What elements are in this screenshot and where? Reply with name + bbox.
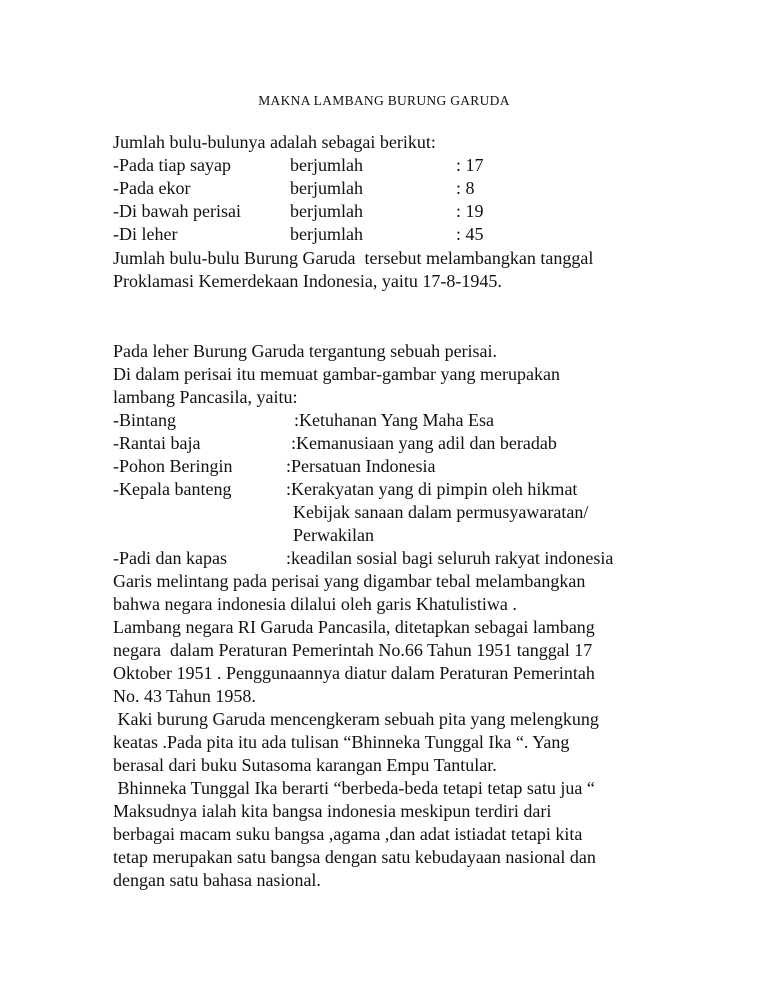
feather-count: : 45	[456, 224, 484, 244]
symbol-name: -Pohon Beringin	[113, 456, 233, 476]
feather-word: berjumlah	[290, 201, 363, 221]
symbol-meaning-continued: Perwakilan	[293, 525, 374, 545]
shield-intro-line: Pada leher Burung Garuda tergantung sebuah perisai.	[113, 341, 498, 361]
feather-word: berjumlah	[290, 224, 363, 244]
body-line: Garis melintang pada perisai yang digambar tebal melambangkan	[113, 571, 586, 591]
feather-meaning-line: Jumlah bulu-bulu Burung Garuda tersebut melambangkan tanggal	[113, 248, 594, 268]
body-line: Oktober 1951 . Penggunaannya diatur dalam Peraturan Pemerintah	[113, 663, 595, 683]
body-line: bahwa negara indonesia dilalui oleh garis Khatulistiwa .	[113, 594, 517, 614]
feather-part: -Pada tiap sayap	[113, 155, 231, 175]
body-line: berbagai macam suku bangsa ,agama ,dan adat istiadat tetapi kita	[113, 824, 583, 844]
intro-line: Jumlah bulu-bulunya adalah sebagai berikut:	[113, 132, 436, 152]
page-title: MAKNA LAMBANG BURUNG GARUDA	[258, 93, 510, 108]
body-line: dengan satu bahasa nasional.	[113, 870, 321, 890]
symbol-meaning: :Kerakyatan yang di pimpin oleh hikmat	[286, 479, 578, 499]
feather-part: -Di bawah perisai	[113, 201, 241, 221]
body-line: berasal dari buku Sutasoma karangan Empu Tantular.	[113, 755, 497, 775]
symbol-meaning: :Persatuan Indonesia	[286, 456, 436, 476]
symbol-meaning: :keadilan sosial bagi seluruh rakyat indonesia	[286, 548, 614, 568]
feather-part: -Pada ekor	[113, 178, 191, 198]
body-line: Kaki burung Garuda mencengkeram sebuah pita yang melengkung	[113, 709, 599, 729]
body-line: Lambang negara RI Garuda Pancasila, ditetapkan sebagai lambang	[113, 617, 595, 637]
body-line: Bhinneka Tunggal Ika berarti “berbeda-beda tetapi tetap satu jua “	[113, 778, 595, 798]
body-line: keatas .Pada pita itu ada tulisan “Bhinneka Tunggal Ika “. Yang	[113, 732, 570, 752]
feather-count: : 8	[456, 178, 475, 198]
feather-count: : 17	[456, 155, 484, 175]
symbol-name: -Rantai baja	[113, 433, 201, 453]
feather-meaning-line: Proklamasi Kemerdekaan Indonesia, yaitu 17-8-1945.	[113, 271, 502, 291]
body-line: No. 43 Tahun 1958.	[113, 686, 256, 706]
symbol-name: -Kepala banteng	[113, 479, 232, 499]
body-line: Maksudnya ialah kita bangsa indonesia meskipun terdiri dari	[113, 801, 552, 821]
symbol-name: -Padi dan kapas	[113, 548, 227, 568]
feather-part: -Di leher	[113, 224, 178, 244]
shield-intro-line: Di dalam perisai itu memuat gambar-gambar yang merupakan	[113, 364, 560, 384]
symbol-meaning: :Kemanusiaan yang adil dan beradab	[291, 433, 557, 453]
body-line: tetap merupakan satu bangsa dengan satu kebudayaan nasional dan	[113, 847, 596, 867]
body-line: negara dalam Peraturan Pemerintah No.66 Tahun 1951 tanggal 17	[113, 640, 593, 660]
symbol-meaning-continued: Kebijak sanaan dalam permusyawaratan/	[293, 502, 589, 522]
symbol-name: -Bintang	[113, 410, 176, 430]
shield-intro-line: lambang Pancasila, yaitu:	[113, 387, 298, 407]
symbol-meaning: :Ketuhanan Yang Maha Esa	[294, 410, 494, 430]
feather-word: berjumlah	[290, 178, 363, 198]
feather-word: berjumlah	[290, 155, 363, 175]
feather-count: : 19	[456, 201, 484, 221]
